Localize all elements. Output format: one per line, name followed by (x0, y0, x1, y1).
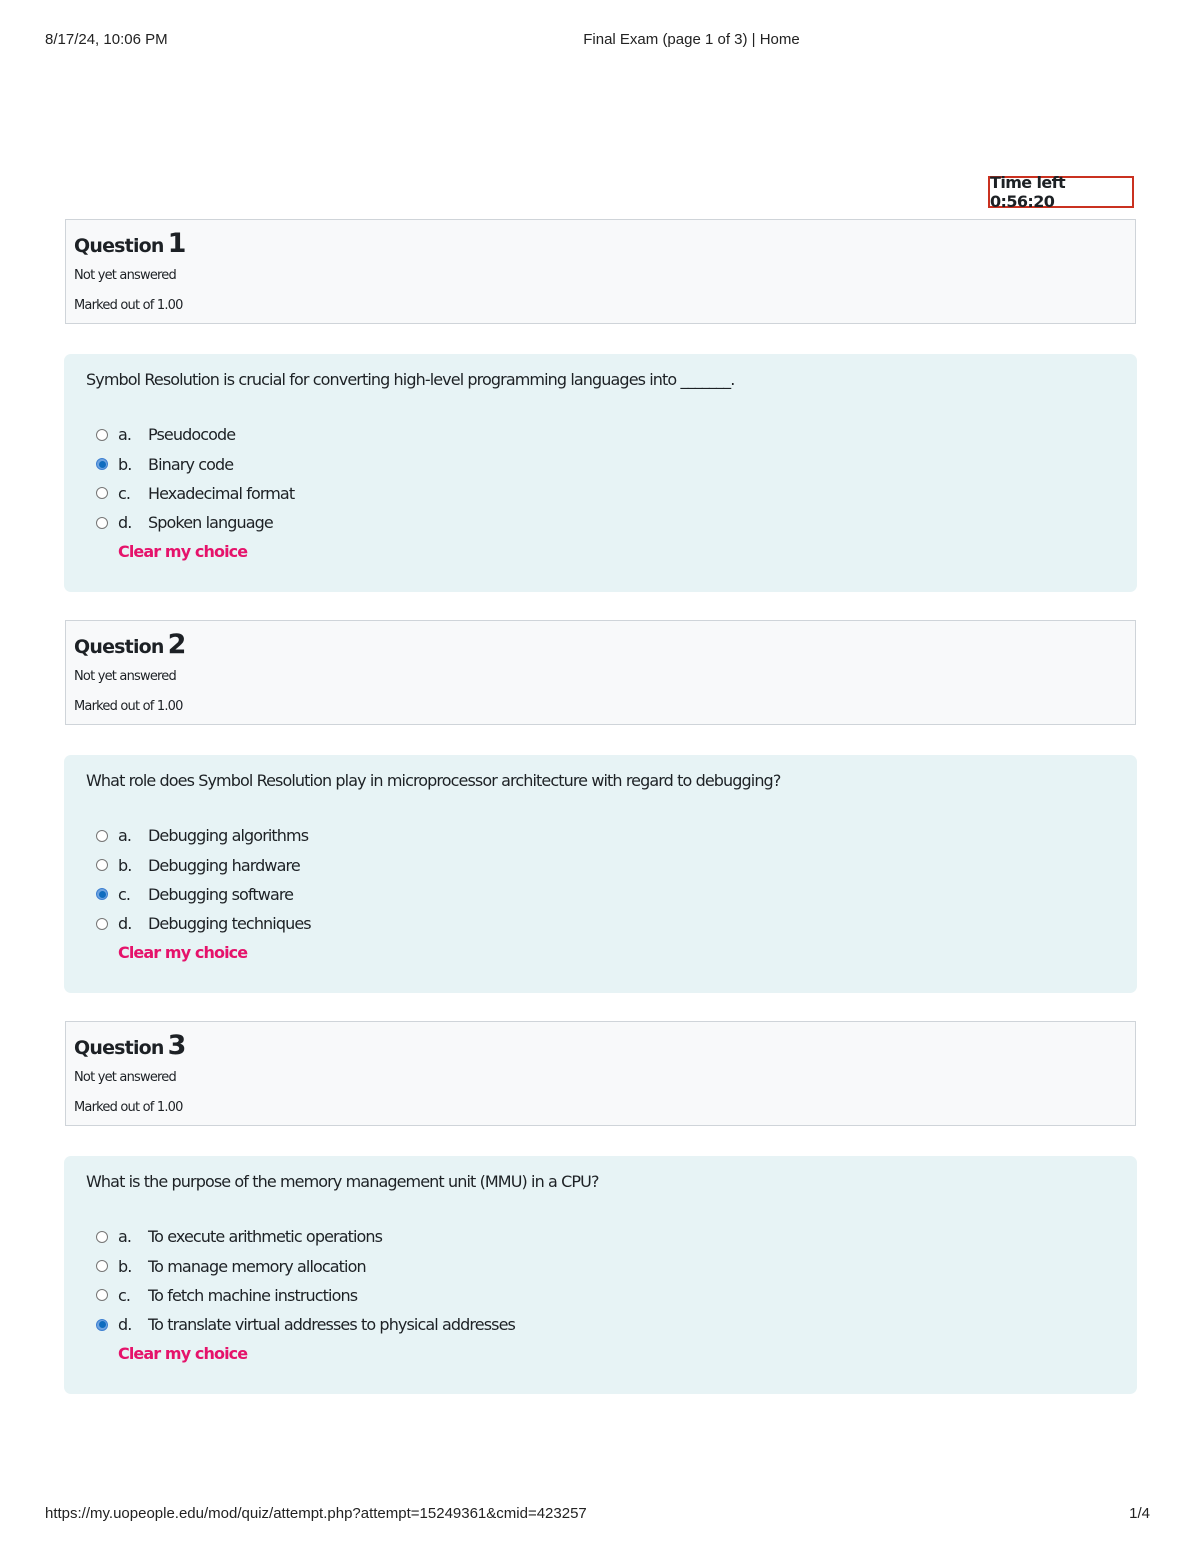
radio-button-selected[interactable] (96, 888, 108, 900)
radio-button[interactable] (96, 918, 108, 930)
question-text: What is the purpose of the memory management unit (MMU) in a CPU? (86, 1172, 599, 1191)
answer-letter: b. (118, 1256, 132, 1276)
answer-letter: d. (118, 513, 132, 533)
question-state: Not yet answered (74, 1070, 176, 1085)
question-info (65, 1021, 1136, 1126)
radio-button-selected[interactable] (96, 458, 108, 470)
question-word: Question (74, 235, 164, 257)
question-grade: Marked out of 1.00 (74, 699, 183, 714)
question-info (65, 219, 1136, 324)
answer-letter: b. (118, 454, 132, 474)
answer-option[interactable] (96, 508, 273, 537)
print-header (0, 31, 1200, 51)
question-word: Question (74, 1037, 164, 1059)
question-number (74, 1030, 186, 1061)
print-footer (0, 1505, 1200, 1525)
answer-letter: c. (118, 483, 131, 503)
answer-option[interactable] (96, 479, 295, 508)
radio-button[interactable] (96, 517, 108, 529)
radio-button[interactable] (96, 429, 108, 441)
answer-list (96, 1222, 515, 1340)
answer-label: To manage memory allocation (148, 1256, 366, 1276)
answer-label: Debugging software (148, 884, 294, 904)
question-content (64, 755, 1137, 993)
question-word: Question (74, 636, 164, 658)
answer-label: Spoken language (148, 513, 273, 533)
answer-option[interactable] (96, 1251, 366, 1280)
radio-button[interactable] (96, 1289, 108, 1301)
question-state: Not yet answered (74, 268, 176, 283)
question-number (74, 228, 186, 259)
radio-button[interactable] (96, 1260, 108, 1272)
print-url: https://my.uopeople.edu/mod/quiz/attempt.php?attempt=15249361&cmid=423257 (45, 1505, 587, 1522)
answer-list (96, 420, 295, 538)
question-number-value: 2 (167, 629, 186, 660)
answer-label: To execute arithmetic operations (148, 1227, 383, 1247)
answer-option[interactable] (96, 909, 311, 938)
question-number (74, 629, 186, 660)
answer-letter: a. (118, 826, 132, 846)
question-text: What role does Symbol Resolution play in microprocessor architecture with regard to debugging? (86, 771, 781, 790)
answer-label: Binary code (148, 454, 234, 474)
answer-option[interactable] (96, 420, 236, 449)
clear-choice-link[interactable]: Clear my choice (118, 542, 248, 561)
quiz-timer: Time left 0:56:20 (988, 176, 1134, 208)
answer-letter: c. (118, 884, 131, 904)
answer-option[interactable] (96, 1281, 358, 1310)
question-grade: Marked out of 1.00 (74, 1100, 183, 1115)
answer-option[interactable] (96, 1222, 383, 1251)
answer-label: To fetch machine instructions (148, 1285, 358, 1305)
answer-option[interactable] (96, 850, 300, 879)
answer-letter: c. (118, 1285, 131, 1305)
question-content (64, 1156, 1137, 1394)
answer-option[interactable] (96, 880, 294, 909)
radio-button[interactable] (96, 487, 108, 499)
radio-button-selected[interactable] (96, 1319, 108, 1331)
answer-option[interactable] (96, 821, 309, 850)
clear-choice-link[interactable]: Clear my choice (118, 1344, 248, 1363)
answer-letter: a. (118, 425, 132, 445)
answer-label: To translate virtual addresses to physical addresses (148, 1315, 515, 1335)
answer-letter: d. (118, 914, 132, 934)
print-page-title: Final Exam (page 1 of 3) | Home (583, 31, 800, 48)
answer-label: Debugging algorithms (148, 826, 309, 846)
radio-button[interactable] (96, 830, 108, 842)
clear-choice-link[interactable]: Clear my choice (118, 943, 248, 962)
answer-option[interactable] (96, 449, 234, 478)
question-content (64, 354, 1137, 592)
answer-label: Debugging techniques (148, 914, 311, 934)
radio-button[interactable] (96, 1231, 108, 1243)
answer-list (96, 821, 311, 939)
question-grade: Marked out of 1.00 (74, 298, 183, 313)
answer-label: Pseudocode (148, 425, 236, 445)
question-text: Symbol Resolution is crucial for converting high-level programming languages into _______. (86, 370, 735, 389)
print-page-number: 1/4 (1129, 1505, 1150, 1522)
radio-button[interactable] (96, 859, 108, 871)
answer-letter: a. (118, 1227, 132, 1247)
question-info (65, 620, 1136, 725)
answer-letter: d. (118, 1315, 132, 1335)
answer-label: Debugging hardware (148, 855, 300, 875)
question-number-value: 3 (167, 1030, 186, 1061)
answer-label: Hexadecimal format (148, 483, 295, 503)
answer-letter: b. (118, 855, 132, 875)
question-state: Not yet answered (74, 669, 176, 684)
answer-option[interactable] (96, 1310, 515, 1339)
print-datetime: 8/17/24, 10:06 PM (45, 31, 168, 48)
question-number-value: 1 (167, 228, 186, 259)
